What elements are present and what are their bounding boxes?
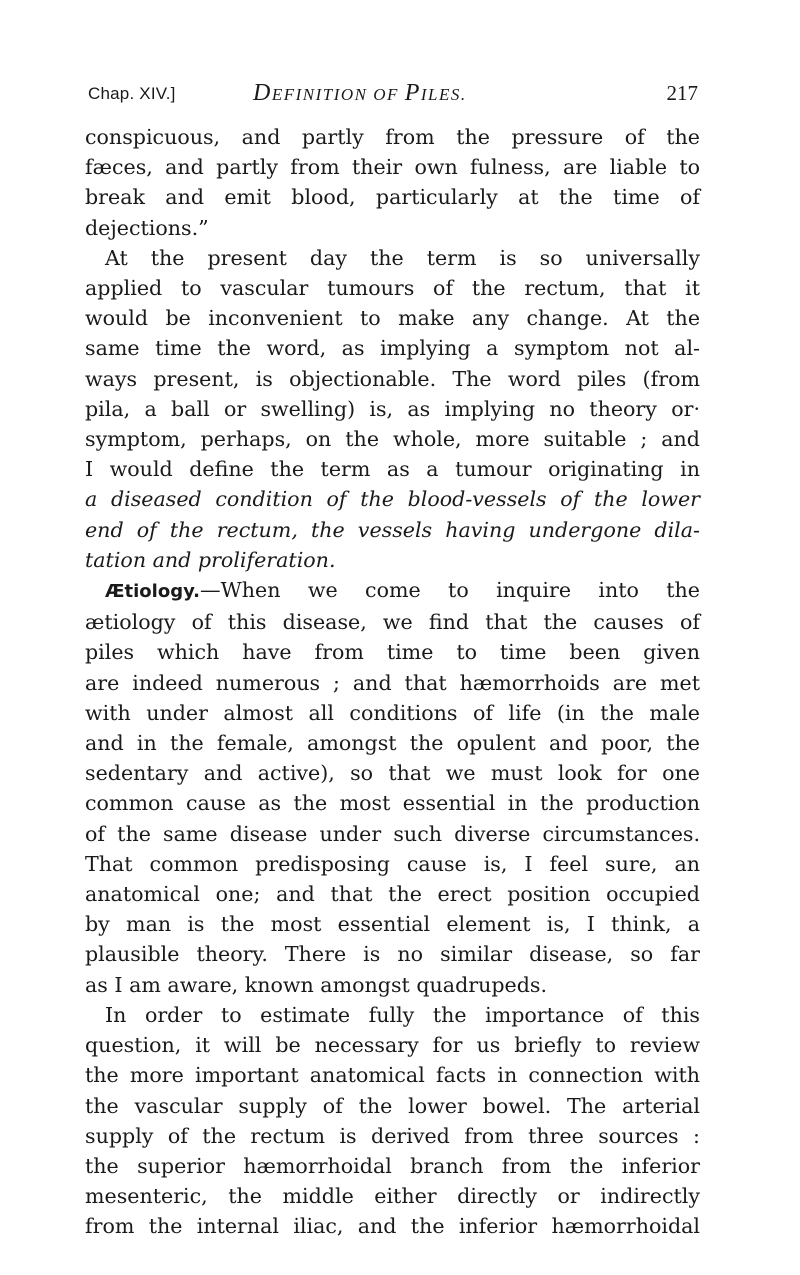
text-line: question, it will be necessary for us briefly to review — [85, 1033, 700, 1058]
text-line: applied to vascular tumours of the rectum, that it — [85, 276, 700, 301]
page-title: DEFINITION OF PILES. — [253, 80, 467, 106]
text-line: break and emit blood, particularly at the time of — [85, 185, 700, 210]
text-line: of the same disease under such diverse circumstances. — [85, 821, 700, 846]
text-line: as I am aware, known amongst quadrupeds. — [85, 972, 548, 997]
section-heading: Ætiology. — [105, 581, 201, 603]
text-line: fæces, and partly from their own fulness, are liable to — [85, 155, 700, 180]
text-line: anatomical one; and that the erect position occupied — [85, 882, 700, 907]
text-line: At the present day the term is so universally — [105, 245, 700, 270]
text-line: the vascular supply of the lower bowel. The arterial — [85, 1093, 700, 1118]
text-line: conspicuous, and partly from the pressure of the — [85, 125, 700, 149]
book-page — [85, 80, 700, 1242]
text-line: piles which have from time to time been given — [85, 640, 700, 665]
text-line: and in the female, amongst the opulent and poor, the — [85, 731, 700, 756]
text-line: are indeed numerous ; and that hæmorrhoids are met — [85, 670, 700, 695]
text-line: the more important anatomical facts in connection with — [85, 1063, 700, 1088]
text-line: tation and proliferation. — [85, 547, 336, 572]
body-text — [85, 122, 700, 1242]
paragraph — [85, 1000, 700, 1242]
text-line: end of the rectum, the vessels having undergone dila- — [85, 517, 700, 542]
text-line: with under almost all conditions of life (in the male — [85, 700, 700, 725]
text-line: In order to estimate fully the importance of this — [105, 1002, 700, 1027]
paragraph — [85, 122, 700, 243]
running-head — [85, 80, 700, 114]
text-line: I would define the term as a tumour originating in — [85, 457, 700, 482]
text-line: by man is the most essential element is, I think, a — [85, 912, 700, 937]
text-line: plausible theory. There is no similar disease, so far — [85, 942, 700, 967]
text-line: dejections.” — [85, 215, 209, 240]
text-line: ways present, is objectionable. The word piles (from — [85, 366, 700, 391]
text-line: supply of the rectum is derived from three sources : — [85, 1123, 700, 1148]
text-line: That common predisposing cause is, I feel sure, an — [85, 851, 700, 876]
text-line: would be inconvenient to make any change. At the — [85, 306, 700, 331]
text-line: mesenteric, the middle either directly or indirectly — [85, 1184, 700, 1209]
text-line: same time the word, as implying a symptom not al- — [85, 336, 700, 361]
text-line: the superior hæmorrhoidal branch from the inferior — [85, 1153, 700, 1178]
text-line: a diseased condition of the blood-vessels of the lower — [85, 487, 700, 512]
paragraph — [85, 243, 700, 575]
paragraph — [85, 575, 700, 1000]
text-line: symptom, perhaps, on the whole, more suitable ; and — [85, 427, 700, 452]
text-line: common cause as the most essential in the production — [85, 791, 700, 816]
text-line: from the internal iliac, and the inferior hæmorrhoidal — [85, 1214, 700, 1239]
page-number: 217 — [666, 81, 698, 105]
text-line: pila, a ball or swelling) is, as implying no theory or· — [85, 396, 700, 421]
text-line: ætiology of this disease, we find that the causes of — [85, 610, 700, 635]
text-line: Ætiology.—When we come to inquire into the — [105, 578, 700, 603]
chapter-label: Chap. XIV.] — [88, 84, 176, 103]
text-line: sedentary and active), so that we must look for one — [85, 761, 700, 786]
